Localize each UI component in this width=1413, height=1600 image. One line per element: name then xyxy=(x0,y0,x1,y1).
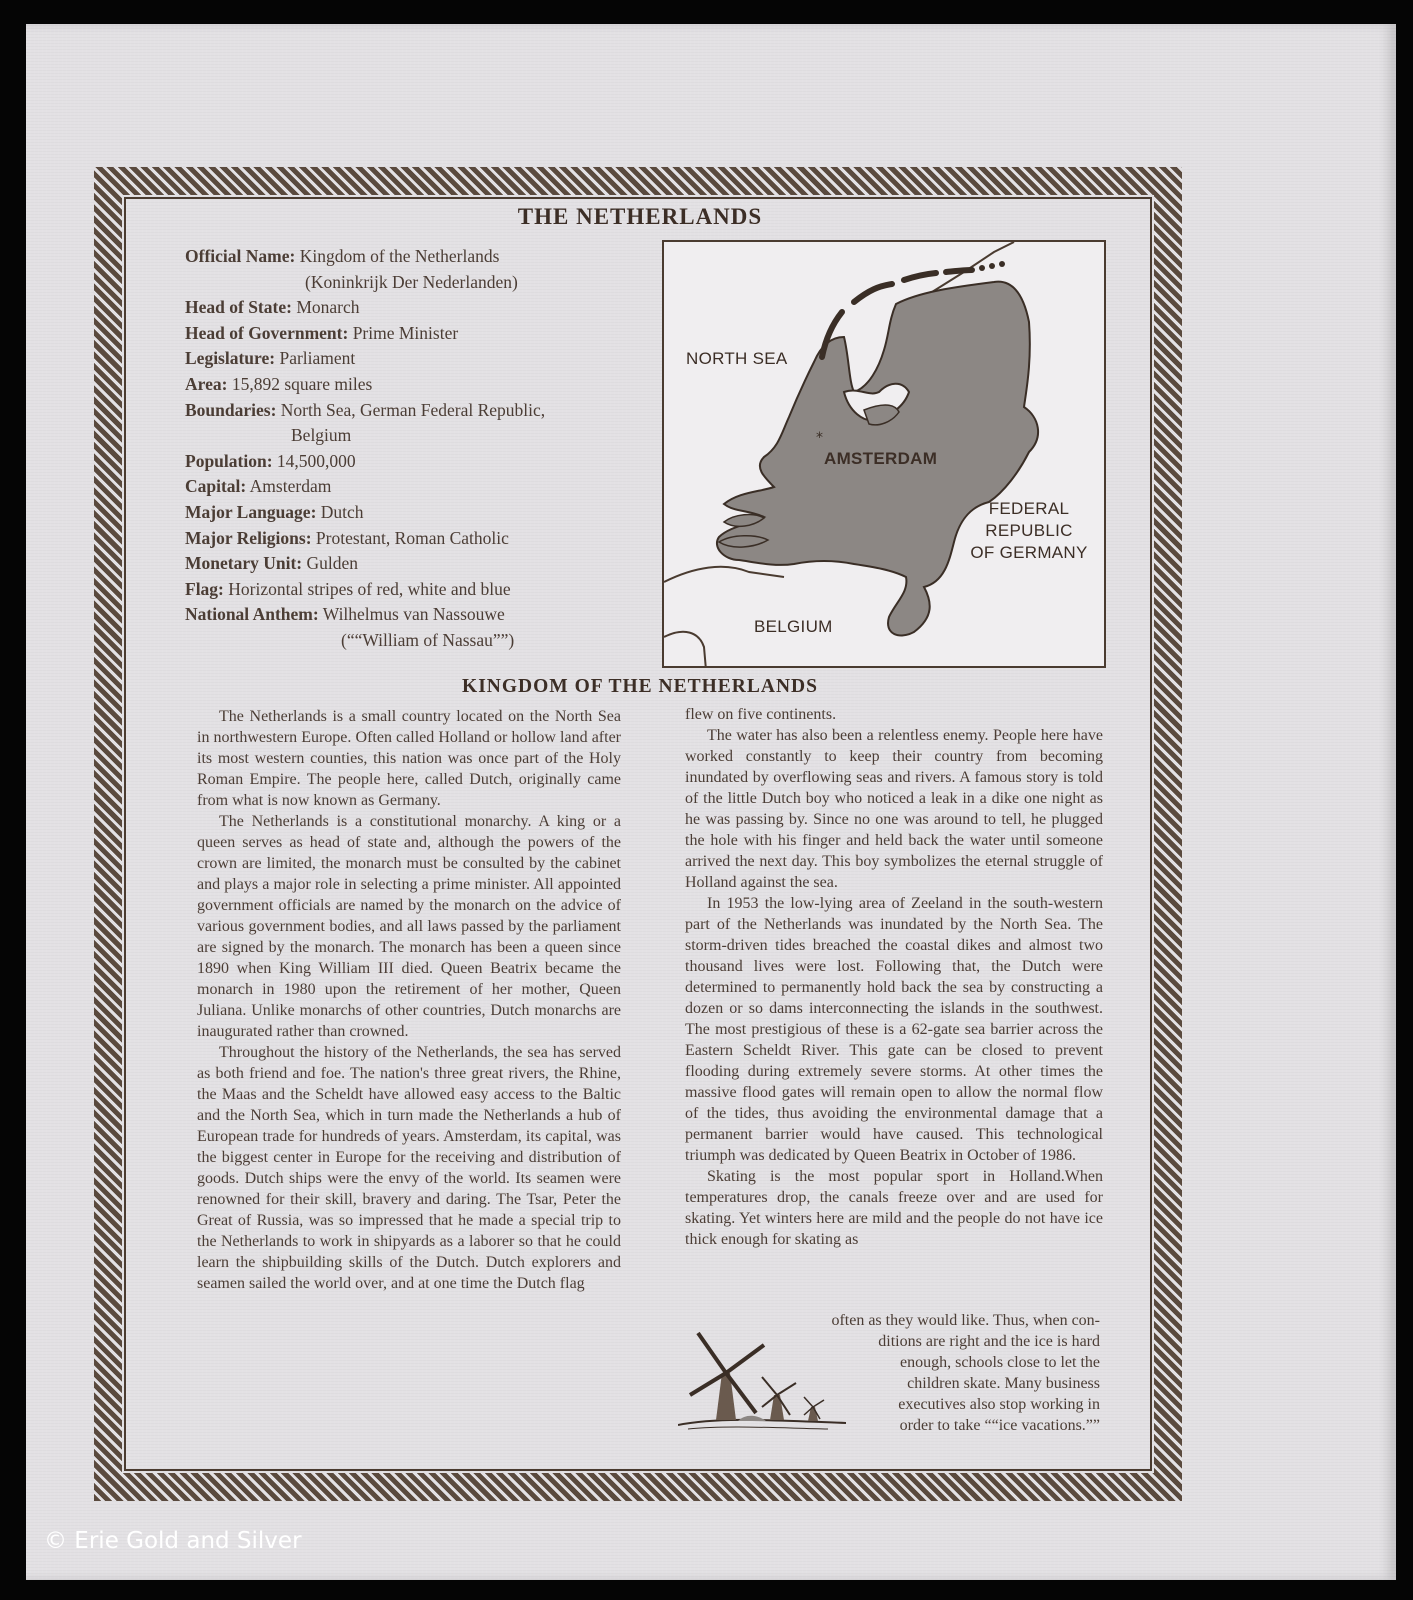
right-column xyxy=(685,704,1103,1250)
fact-flag: Flag: Horizontal stripes of red, white and blue xyxy=(185,578,511,599)
fact-legislature: Legislature: Parliament xyxy=(185,348,356,369)
fact-head-of-state: Head of State: Monarch xyxy=(185,297,360,318)
map-label-north-sea: NORTH SEA xyxy=(686,349,788,368)
fact-area: Area: 15,892 square miles xyxy=(185,373,373,394)
netherlands-map xyxy=(662,240,1106,668)
paragraph: Throughout the history of the Netherlands, the sea has served as both friend and foe. The nation's three great rivers, the Rhine, the Maas and the Scheldt have allowed easy access to the Baltic and the North Sea, which in turn made the Netherlands a hub of European trade for hundreds of years. Amsterdam, its capital, was the biggest center in Europe for the receiving and distribution of goods. Dutch ships were the envy of the world. Its seamen were renowned for their skill, bravery and daring. The Tsar, Peter the Great of Russia, was so impressed that he made a special trip to the Netherlands to work in shipyards as a laborer so that he could learn the shipbuilding skills of the Dutch. Dutch explorers and seamen sailed the world over, and at one time the Dutch flag xyxy=(197,1044,621,1292)
page-title: THE NETHERLANDS xyxy=(517,204,763,229)
paragraph: flew on five continents. xyxy=(685,706,837,723)
fact-boundaries: Boundaries: North Sea, German Federal Republic, Belgium xyxy=(185,399,546,446)
fact-head-of-government: Head of Government: Prime Minister xyxy=(185,322,459,343)
section-heading: KINGDOM OF THE NETHERLANDS xyxy=(462,676,818,697)
fact-national-anthem: National Anthem: Wilhelmus van Nassouwe (““William of Nassau””) xyxy=(185,604,515,650)
fact-population: Population: 14,500,000 xyxy=(185,450,356,471)
paragraph: Skating is the most popular sport in Holland.When temperatures drop, the canals freeze over and are used for skating. Yet winters here are mild and the people do not have ice thick enough for skating as xyxy=(685,1168,1103,1248)
fact-major-language: Major Language: Dutch xyxy=(185,501,364,522)
paragraph: The Netherlands is a small country located on the North Sea in northwestern Europe. Often called Holland or hollow land after its most western counties, this nation was once part of the Holy Roman Empire. The people here, called Dutch, originally came from what is now known as Germany. xyxy=(197,708,621,809)
fact-monetary-unit: Monetary Unit: Gulden xyxy=(185,553,359,574)
copyright-watermark: © Erie Gold and Silver xyxy=(44,1528,302,1554)
skating-paragraph-tail: often as they would like. Thus, when con- ditions are right and the ice is hard enough, schools close to let the children skate. Many business executives also stop working in order to take ““ice vacations.”” xyxy=(831,1312,1100,1434)
map-label-belgium: BELGIUM xyxy=(754,617,833,636)
paragraph: The water has also been a relentless enemy. People here have worked constantly to keep their country from becoming inundated by overflowing seas and rivers. A famous story is told of the little Dutch boy who noticed a leak in a dike one night as he was passing by. Since no one was around to tell, he plugged the hole with his finger and held back the water until someone arrived the next day. This boy symbolizes the eternal struggle of Holland against the sea. xyxy=(685,727,1103,891)
left-column xyxy=(197,706,621,1294)
paragraph: In 1953 the low-lying area of Zeeland in the south-western part of the Netherlands was inundated by the North Sea. The storm-driven tides breached the coastal dikes and almost two thousand lives were lost. Following that, the Dutch were determined to permanently hold back the sea by constructing a dozen or so dams interconnecting the islands in the southwest. The most prestigious of these is a 62-gate sea barrier across the Eastern Scheldt River. This gate can be closed to prevent flooding during extremely severe storms. At other times the massive flood gates will remain open to allow the normal flow of the tides, thus avoiding the environmental damage that a permanent barrier would have caused. This technological triumph was dedicated by Queen Beatrix in October of 1986. xyxy=(685,895,1103,1164)
svg-text:*: * xyxy=(816,430,823,446)
paragraph: The Netherlands is a constitutional monarchy. A king or a queen serves as head of state and, although the powers of the crown are limited, the monarch must be consulted by the cabinet and plays a major role in selecting a prime minister. All appointed government officials are named by the monarch on the advice of various government bodies, and all laws passed by the parliament are signed by the monarch. The monarch has been a queen since 1890 when King William III died. Queen Beatrix became the monarch in 1980 upon the retirement of her mother, Queen Juliana. Unlike monarchs of other countries, Dutch monarchs are inaugurated rather than crowned. xyxy=(197,813,621,1040)
fact-official-name: Official Name: Kingdom of the Netherlands (Koninkrijk Der Nederlanden) xyxy=(185,246,518,292)
fact-list xyxy=(185,244,645,654)
map-label-germany: FEDERAL REPUBLIC OF GERMANY xyxy=(970,499,1088,562)
fact-major-religions: Major Religions: Protestant, Roman Catholic xyxy=(185,527,509,548)
windmill-illustration xyxy=(678,1325,846,1435)
fact-capital: Capital: Amsterdam xyxy=(185,476,332,497)
map-label-amsterdam: AMSTERDAM xyxy=(824,449,938,468)
